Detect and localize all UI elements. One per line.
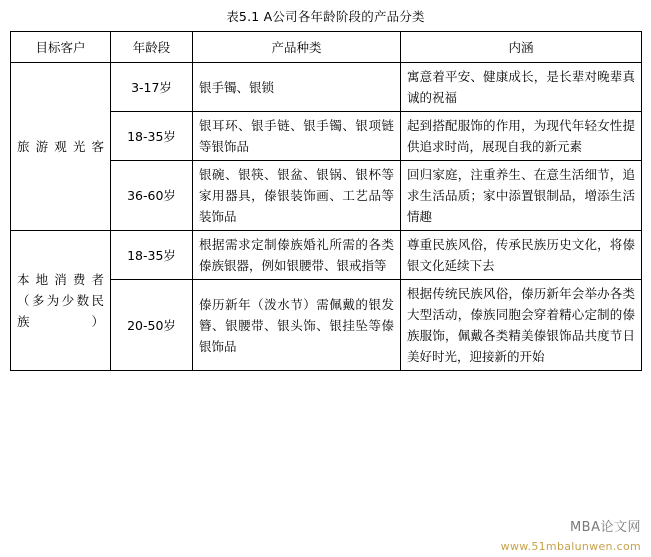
customer-label: 旅游观光客 — [17, 139, 104, 154]
cell-meaning: 根据传统民族风俗，傣历新年会举办各类大型活动，傣族同胞会穿着精心定制的傣族服饰，佩戴各类精美傣银饰品共度节日美好时光，迎接新的开始 — [401, 280, 642, 371]
header-cell-age: 年龄段 — [111, 32, 193, 63]
cell-age: 20-50岁 — [111, 280, 193, 371]
cell-meaning: 寓意着平安、健康成长，是长辈对晚辈真诚的祝福 — [401, 63, 642, 112]
cell-customer-tourist — [11, 63, 111, 231]
cell-age: 18-35岁 — [111, 112, 193, 161]
table-row — [11, 231, 642, 280]
cell-meaning: 起到搭配服饰的作用，为现代年轻女性提供追求时尚，展现自我的新元素 — [401, 112, 642, 161]
watermark-brand: MBA论文网 — [569, 520, 641, 535]
cell-product: 傣历新年（泼水节）需佩戴的银发簪、银腰带、银头饰、银挂坠等傣银饰品 — [193, 280, 401, 371]
cell-product: 银耳环、银手链、银手镯、银项链等银饰品 — [193, 112, 401, 161]
cell-age: 36-60岁 — [111, 161, 193, 231]
cell-product: 根据需求定制傣族婚礼所需的各类傣族银器，例如银腰带、银戒指等 — [193, 231, 401, 280]
cell-customer-local — [11, 231, 111, 371]
table-caption: 表5.1 A公司各年龄阶段的产品分类 — [226, 9, 425, 24]
customer-label: 本地消费者（多为少数民族） — [17, 272, 104, 329]
cell-age: 3-17岁 — [111, 63, 193, 112]
product-classification-table — [10, 31, 642, 371]
cell-age: 18-35岁 — [111, 231, 193, 280]
cell-meaning: 回归家庭，注重养生、在意生活细节，追求生活品质；家中添置银制品，增添生活情趣 — [401, 161, 642, 231]
table-row — [11, 63, 642, 112]
cell-product: 银手镯、银锁 — [193, 63, 401, 112]
header-cell-customer: 目标客户 — [11, 32, 111, 63]
table-header-row — [11, 32, 642, 63]
header-cell-product: 产品种类 — [193, 32, 401, 63]
header-cell-meaning: 内涵 — [401, 32, 642, 63]
watermark-url: www.51mbalunwen.com — [500, 540, 641, 553]
cell-meaning: 尊重民族风俗，传承民族历史文化，将傣银文化延续下去 — [401, 231, 642, 280]
cell-product: 银碗、银筷、银盆、银锅、银杯等家用器具，傣银装饰画、工艺品等装饰品 — [193, 161, 401, 231]
